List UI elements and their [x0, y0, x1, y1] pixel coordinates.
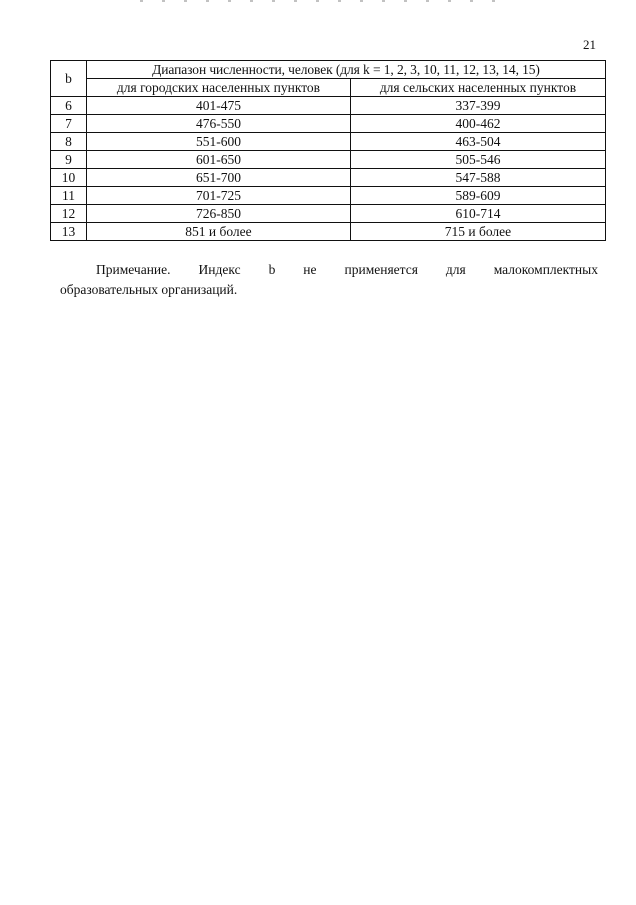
table-row — [51, 205, 606, 223]
note-word: Индекс — [198, 262, 241, 277]
cell-urban: 476-550 — [87, 115, 351, 133]
cell-b: 9 — [51, 151, 87, 169]
cell-rural: 463-504 — [350, 133, 605, 151]
table-row — [51, 223, 606, 241]
cell-urban: 851 и более — [87, 223, 351, 241]
column-header-urban: для городских населенных пунктов — [87, 79, 351, 97]
note-word: малокомплектных — [493, 262, 598, 277]
cell-rural: 610-714 — [350, 205, 605, 223]
note-word: для — [445, 262, 466, 277]
note-word: не — [303, 262, 317, 277]
cell-rural: 547-588 — [350, 169, 605, 187]
note-word: b — [268, 262, 276, 277]
cell-b: 8 — [51, 133, 87, 151]
table-row — [51, 115, 606, 133]
table-header-row — [51, 61, 606, 79]
cell-urban: 401-475 — [87, 97, 351, 115]
cell-rural: 505-546 — [350, 151, 605, 169]
cell-urban: 701-725 — [87, 187, 351, 205]
cell-b: 6 — [51, 97, 87, 115]
note-word: Примечание. — [96, 262, 171, 277]
cell-b: 7 — [51, 115, 87, 133]
table-note — [60, 260, 598, 300]
cell-rural: 715 и более — [350, 223, 605, 241]
column-header-b: b — [51, 61, 87, 97]
column-header-range: Диапазон численности, человек (для k = 1, 2, 3, 10, 11, 12, 13, 14, 15) — [87, 61, 606, 79]
cell-rural: 400-462 — [350, 115, 605, 133]
cell-b: 12 — [51, 205, 87, 223]
cell-rural: 337-399 — [350, 97, 605, 115]
note-word: применяется — [344, 262, 418, 277]
population-range-table — [50, 60, 606, 241]
cell-rural: 589-609 — [350, 187, 605, 205]
table-row — [51, 169, 606, 187]
scan-top-edge-artifact — [140, 0, 500, 2]
cell-urban: 601-650 — [87, 151, 351, 169]
table-row — [51, 97, 606, 115]
cell-urban: 551-600 — [87, 133, 351, 151]
note-first-line — [60, 260, 598, 280]
page-number: 21 — [583, 37, 596, 52]
table-subheader-row — [51, 79, 606, 97]
cell-b: 10 — [51, 169, 87, 187]
table-row — [51, 133, 606, 151]
cell-urban: 651-700 — [87, 169, 351, 187]
note-second-line: образовательных организаций. — [60, 282, 238, 297]
table-row — [51, 151, 606, 169]
cell-b: 13 — [51, 223, 87, 241]
cell-b: 11 — [51, 187, 87, 205]
column-header-rural: для сельских населенных пунктов — [350, 79, 605, 97]
cell-urban: 726-850 — [87, 205, 351, 223]
table-row — [51, 187, 606, 205]
